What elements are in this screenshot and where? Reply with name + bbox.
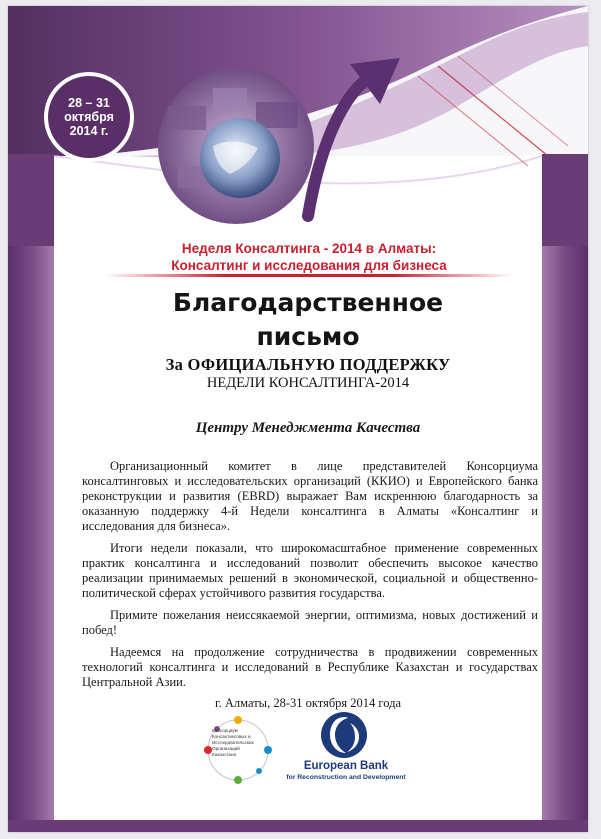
consortium-line2: Консалтинговых и xyxy=(212,734,251,739)
date-month: октября xyxy=(64,110,114,124)
paragraph: Примите пожелания неиссякаемой энергии, оптимизма, новых достижений и побед! xyxy=(82,608,538,637)
date-range: 28 – 31 xyxy=(68,96,110,110)
ebrd-name: European Bank xyxy=(303,760,389,772)
recipient-name: Центру Менеджмента Качества xyxy=(195,420,421,436)
paragraph: Организационный комитет в лице представителей Консорциума консалтинговых и исследовательских организаций (ККИО) и Европейского банка реконструкции и развития (EBRD) выражает Вам искреннюю благодарность за оказанную поддержку 4-й Недели консалтинга в Алматы «Консалтинг и исследования для бизнеса». xyxy=(82,459,538,533)
certificate-subtitle xyxy=(88,356,528,392)
ebrd-tagline: for Reconstruction and Development xyxy=(286,774,406,781)
consortium-logo-text xyxy=(212,728,266,758)
consortium-line1: Консорциум xyxy=(212,728,238,733)
date-year: 2014 г. xyxy=(69,124,109,138)
consortium-line3: Исследовательских xyxy=(212,740,254,745)
ebrd-logo-text xyxy=(280,760,412,782)
subtitle-line2: НЕДЕЛИ КОНСАЛТИНГА-2014 xyxy=(206,375,410,391)
event-title xyxy=(104,240,514,274)
logo-dot-red xyxy=(204,746,212,754)
event-date-badge xyxy=(48,76,130,158)
letter-body xyxy=(82,459,538,697)
paragraph: Надеемся на продолжение сотрудничества в продвижении современных технологий консалтинга и исследований в Республике Казахстан и государствах Центральной Азии. xyxy=(82,645,538,689)
bottom-border-band xyxy=(8,820,588,832)
event-title-line1: Неделя Консалтинга - 2014 в Алматы: xyxy=(181,241,437,256)
title-line2: письмо xyxy=(256,322,360,351)
ebrd-logo-icon xyxy=(320,711,368,759)
certificate-title xyxy=(88,286,528,354)
consortium-line4: Организаций xyxy=(212,746,240,751)
paragraph: Итоги недели показали, что широкомасштабное применение современных практик консалтинга и исследований позволит обеспечить высокое качество реализации принимаемых решений в экономической, социальной и общественно-политической сферах устойчивого развития государства. xyxy=(82,541,538,600)
certificate-page xyxy=(8,6,588,832)
logo-dot-green xyxy=(234,776,242,784)
title-line1: Благодарственное xyxy=(172,288,444,317)
place-and-date: г. Алматы, 28-31 октября 2014 года xyxy=(214,696,402,710)
event-title-line2: Консалтинг и исследования для бизнеса xyxy=(171,258,447,273)
logo-dot-yellow xyxy=(234,716,242,724)
event-title-underline xyxy=(104,274,514,277)
consortium-line5: Казахстана xyxy=(212,752,237,757)
subtitle-line1: За ОФИЦИАЛЬНУЮ ПОДДЕРЖКУ xyxy=(165,355,451,374)
